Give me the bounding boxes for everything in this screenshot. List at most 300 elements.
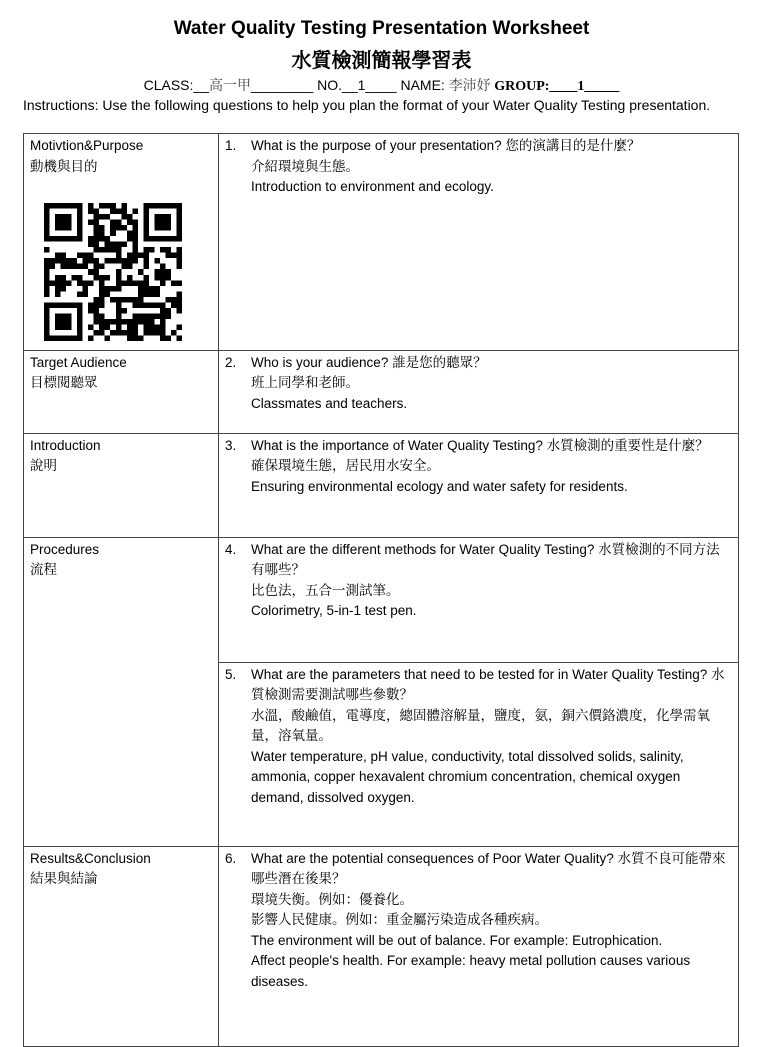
qr-module — [44, 269, 50, 275]
qr-module — [132, 220, 138, 226]
qr-module — [132, 247, 138, 253]
name-value: 李沛妤 — [448, 78, 491, 94]
qr-module — [132, 319, 138, 325]
qr-module — [105, 286, 111, 292]
qr-module — [171, 253, 177, 259]
section-label-en: Procedures — [30, 541, 100, 557]
qr-module — [99, 231, 105, 237]
qr-module — [77, 264, 83, 270]
qr-module — [121, 308, 127, 314]
qr-module — [110, 203, 116, 209]
qr-module — [171, 280, 177, 286]
qr-module — [110, 286, 116, 292]
answer-zh: 環境失衡。例如：優養化。 — [251, 891, 413, 908]
class-value: 高一甲 — [208, 78, 251, 94]
qr-module — [110, 209, 116, 215]
question-number: 2. — [225, 354, 237, 370]
qr-module — [154, 275, 160, 281]
qr-module — [66, 280, 72, 286]
qr-module — [160, 275, 166, 281]
qr-module — [94, 319, 100, 325]
qr-module — [99, 286, 105, 292]
section-cell — [24, 433, 219, 537]
qr-module — [127, 275, 133, 281]
no-tail: ____ — [365, 77, 401, 93]
qr-module — [127, 214, 133, 220]
qr-module — [149, 291, 155, 297]
qr-module — [88, 236, 94, 242]
qr-module — [143, 247, 149, 253]
qr-module — [176, 324, 182, 330]
qr-module — [94, 220, 100, 226]
qr-module — [99, 280, 105, 286]
qr-module — [110, 242, 116, 248]
qr-module — [116, 269, 122, 275]
qr-module — [138, 253, 144, 259]
qr-module — [132, 313, 138, 319]
qr-module — [143, 330, 149, 336]
instructions: Instructions: Use the following questions to help you plan the format of your Water Quality Testing presentation. — [23, 97, 711, 113]
qr-module — [160, 264, 166, 270]
qr-module — [138, 280, 144, 286]
question-cell — [219, 537, 739, 662]
section-label-zh: 目標閱聽眾 — [30, 375, 98, 391]
qr-module — [149, 330, 155, 336]
section-label-en: Target Audience — [30, 354, 127, 370]
qr-module — [171, 330, 177, 336]
qr-module — [61, 275, 67, 281]
qr-module — [127, 264, 133, 270]
table-row — [24, 134, 739, 351]
qr-module — [176, 247, 182, 253]
qr-module — [165, 297, 171, 303]
qr-module — [149, 319, 155, 325]
table-row — [24, 846, 739, 1046]
qr-module — [50, 280, 56, 286]
qr-module — [94, 242, 100, 248]
qr-module — [105, 324, 111, 330]
qr-module — [138, 335, 144, 341]
qr-module — [88, 220, 94, 226]
answer-zh: 介紹環境與生態。 — [251, 158, 359, 175]
question-text: What are the parameters that need to be tested for in Water Quality Testing? 水質檢測需要測試哪些參數？ — [251, 666, 725, 702]
qr-module — [121, 209, 127, 215]
qr-module — [165, 275, 171, 281]
answer-en: Introduction to environment and ecology. — [251, 179, 494, 194]
qr-module — [99, 302, 105, 308]
qr-module — [121, 319, 127, 325]
qr-module — [88, 280, 94, 286]
qr-module — [160, 330, 166, 336]
qr-module — [127, 335, 133, 341]
qr-module — [160, 280, 166, 286]
worksheet-title-en: Water Quality Testing Presentation Worksheet — [173, 18, 590, 39]
qr-module — [138, 319, 144, 325]
qr-module — [121, 214, 127, 220]
qr-module — [105, 335, 111, 341]
qr-module — [154, 258, 160, 264]
qr-module — [99, 214, 105, 220]
qr-module — [149, 247, 155, 253]
worksheet-title-zh: 水質檢測簡報學習表 — [291, 48, 472, 72]
answer-zh: 影響人民健康。例如：重金屬污染造成各種疾病。 — [251, 912, 548, 928]
question-number: 6. — [225, 850, 237, 866]
qr-module — [160, 247, 166, 253]
qr-module — [94, 264, 100, 270]
qr-module — [61, 280, 67, 286]
qr-module — [121, 258, 127, 264]
qr-module — [94, 214, 100, 220]
qr-module — [127, 258, 133, 264]
qr-module — [105, 242, 111, 248]
qr-module — [88, 253, 94, 259]
qr-module — [160, 313, 166, 319]
qr-module — [138, 286, 144, 292]
answer-en: Classmates and teachers. — [251, 395, 408, 411]
qr-module — [116, 286, 122, 292]
qr-module — [66, 258, 72, 264]
qr-module — [88, 302, 94, 308]
qr-module — [143, 324, 149, 330]
qr-module — [99, 291, 105, 297]
qr-module — [154, 291, 160, 297]
qr-module — [165, 247, 171, 253]
qr-module — [83, 264, 89, 270]
qr-module — [110, 231, 116, 237]
qr-module — [116, 220, 122, 226]
qr-module — [160, 269, 166, 275]
section-cell — [24, 350, 219, 433]
qr-module — [88, 258, 94, 264]
qr-module — [105, 258, 111, 264]
qr-module — [94, 313, 100, 319]
qr-module — [127, 236, 133, 242]
qr-module — [132, 335, 138, 341]
no-label: NO.__ — [313, 77, 358, 93]
qr-module — [160, 302, 166, 308]
qr-module — [176, 335, 182, 341]
no-value: 1 — [357, 77, 366, 93]
question-number: 3. — [225, 437, 237, 453]
qr-module — [61, 286, 67, 292]
qr-module — [132, 330, 138, 336]
answer-zh: 水溫，酸鹼值，電導度，總固體溶解量，鹽度，氨，銅六價鉻濃度，化學需氧量，溶氧量。 — [251, 707, 710, 744]
qr-module — [176, 291, 182, 297]
qr-module — [44, 258, 50, 264]
qr-module — [160, 308, 166, 314]
qr-module — [121, 264, 127, 270]
section-cell — [24, 846, 219, 1046]
qr-module — [176, 264, 182, 270]
question-number: 4. — [225, 541, 237, 557]
qr-module — [77, 253, 83, 259]
qr-module — [88, 242, 94, 248]
section-cell — [24, 537, 219, 846]
qr-module — [99, 330, 105, 336]
qr-module — [55, 280, 61, 286]
section-label-zh: 結果與結論 — [30, 871, 98, 887]
qr-module — [94, 330, 100, 336]
qr-module — [110, 220, 116, 226]
qr-module — [143, 275, 149, 281]
section-label-en: Motivtion&Purpose — [30, 138, 144, 153]
name-label: NAME: — [400, 77, 449, 93]
qr-module — [99, 313, 105, 319]
section-label-zh: 動機與目的 — [30, 158, 98, 175]
qr-module — [105, 319, 111, 325]
qr-module — [94, 269, 100, 275]
qr-module — [99, 319, 105, 325]
qr-module — [110, 247, 116, 253]
qr-module — [171, 302, 177, 308]
qr-module — [121, 242, 127, 248]
qr-code-image[interactable] — [44, 203, 182, 341]
qr-module — [143, 264, 149, 270]
qr-module — [138, 269, 144, 275]
class-label: CLASS:__ — [143, 77, 209, 93]
answer-en: Colorimetry, 5-in-1 test pen. — [251, 603, 417, 618]
qr-module — [165, 269, 171, 275]
section-label-zh: 流程 — [30, 562, 57, 578]
qr-module — [116, 247, 122, 253]
qr-module — [160, 324, 166, 330]
qr-module — [88, 324, 94, 330]
qr-module — [105, 236, 111, 242]
qr-module — [143, 291, 149, 297]
qr-module — [105, 203, 111, 209]
question-number: 5. — [225, 666, 237, 682]
answer-en: Affect people's health. For example: heavy metal pollution causes various diseases. — [251, 953, 691, 989]
qr-module — [116, 225, 122, 231]
qr-module — [154, 313, 160, 319]
qr-module — [165, 308, 171, 314]
qr-module — [44, 247, 50, 253]
qr-module — [99, 297, 105, 303]
qr-module — [121, 330, 127, 336]
qr-module — [116, 275, 122, 281]
qr-module — [154, 286, 160, 292]
qr-module — [138, 297, 144, 303]
section-cell — [24, 134, 219, 351]
qr-module — [110, 297, 116, 303]
qr-module — [88, 308, 94, 314]
qr-module — [94, 236, 100, 242]
question-number: 1. — [225, 138, 237, 153]
qr-module — [94, 275, 100, 281]
answer-zh: 班上同學和老師。 — [251, 375, 359, 391]
answer-en: Water temperature, pH value, conductivity, total dissolved solids, salinity, ammonia, copper hexavalent chromium concentration, chemical oxygen demand, dissolved oxygen. — [251, 748, 684, 805]
qr-module — [143, 319, 149, 325]
qr-module — [127, 324, 133, 330]
qr-module — [94, 225, 100, 231]
qr-module — [99, 324, 105, 330]
qr-module — [154, 330, 160, 336]
qr-module — [44, 264, 50, 270]
qr-module — [149, 313, 155, 319]
qr-module — [94, 308, 100, 314]
qr-module — [94, 258, 100, 264]
qr-module — [160, 335, 166, 341]
qr-module — [143, 258, 149, 264]
group-tail: _____ — [584, 79, 620, 94]
qr-module — [55, 286, 61, 292]
qr-module — [105, 247, 111, 253]
qr-module — [154, 302, 160, 308]
qr-module — [99, 203, 105, 209]
class-tail: ________ — [250, 77, 314, 93]
qr-module — [143, 280, 149, 286]
qr-module — [99, 275, 105, 281]
qr-module — [149, 302, 155, 308]
qr-module — [132, 302, 138, 308]
qr-module — [116, 258, 122, 264]
qr-module — [66, 264, 72, 270]
qr-module — [121, 225, 127, 231]
qr-module — [143, 253, 149, 259]
qr-module — [44, 286, 50, 292]
qr-module — [132, 225, 138, 231]
qr-module — [176, 297, 182, 303]
qr-module — [154, 269, 160, 275]
qr-module — [149, 324, 155, 330]
qr-module — [149, 286, 155, 292]
qr-module — [77, 280, 83, 286]
qr-module — [116, 313, 122, 319]
qr-module — [116, 302, 122, 308]
qr-module — [127, 220, 133, 226]
qr-module — [94, 302, 100, 308]
qr-module — [44, 291, 50, 297]
qr-module — [116, 297, 122, 303]
qr-module — [143, 302, 149, 308]
question-text: Who is your audience? 誰是您的聽眾？ — [251, 354, 487, 370]
question-cell — [219, 350, 739, 433]
qr-module — [132, 297, 138, 303]
answer-en: The environment will be out of balance. For example: Eutrophication. — [251, 932, 663, 948]
question-cell — [219, 846, 739, 1046]
qr-module — [132, 253, 138, 259]
qr-module — [88, 335, 94, 341]
table-row — [24, 537, 739, 662]
qr-module — [132, 209, 138, 215]
qr-module — [176, 258, 182, 264]
question-cell — [219, 662, 739, 846]
student-info-line — [0, 75, 763, 95]
qr-module — [176, 253, 182, 259]
question-cell — [219, 134, 739, 351]
qr-module — [55, 258, 61, 264]
qr-module — [61, 264, 67, 270]
qr-module — [72, 258, 78, 264]
section-label-en: Introduction — [30, 437, 101, 453]
qr-module — [94, 209, 100, 215]
qr-module — [55, 253, 61, 259]
qr-module — [77, 275, 83, 281]
question-cell — [219, 433, 739, 537]
qr-module — [99, 247, 105, 253]
group-label: GROUP:____ — [490, 79, 578, 94]
qr-module — [44, 280, 50, 286]
qr-module — [94, 247, 100, 253]
qr-finder-pattern — [55, 313, 72, 330]
qr-module — [110, 319, 116, 325]
qr-module — [61, 258, 67, 264]
table-row — [24, 433, 739, 537]
qr-module — [143, 286, 149, 292]
qr-module — [127, 253, 133, 259]
qr-module — [132, 231, 138, 237]
qr-module — [116, 308, 122, 314]
qr-module — [116, 253, 122, 259]
qr-module — [116, 324, 122, 330]
qr-module — [160, 319, 166, 325]
qr-module — [121, 297, 127, 303]
qr-module — [165, 313, 171, 319]
qr-module — [138, 291, 144, 297]
qr-module — [171, 297, 177, 303]
qr-module — [83, 253, 89, 259]
qr-module — [127, 297, 133, 303]
qr-module — [105, 291, 111, 297]
qr-module — [72, 275, 78, 281]
qr-module — [132, 242, 138, 248]
qr-module — [110, 225, 116, 231]
question-text: What are the potential consequences of Poor Water Quality? 水質不良可能帶來哪些潛在後果？ — [251, 850, 726, 886]
qr-module — [116, 242, 122, 248]
qr-module — [99, 225, 105, 231]
qr-module — [110, 330, 116, 336]
qr-finder-pattern — [55, 214, 72, 231]
qr-module — [127, 231, 133, 237]
answer-en: Ensuring environmental ecology and water safety for residents. — [251, 478, 628, 494]
qr-module — [116, 319, 122, 325]
qr-module — [143, 313, 149, 319]
qr-module — [55, 291, 61, 297]
qr-module — [110, 258, 116, 264]
qr-module — [116, 330, 122, 336]
qr-module — [105, 275, 111, 281]
section-label-en: Results&Conclusion — [30, 850, 151, 866]
qr-module — [99, 236, 105, 242]
qr-module — [83, 280, 89, 286]
qr-module — [77, 291, 83, 297]
qr-module — [88, 203, 94, 209]
qr-finder-pattern — [154, 214, 171, 231]
qr-module — [94, 231, 100, 237]
qr-module — [176, 280, 182, 286]
group-value: 1 — [577, 79, 585, 94]
qr-module — [88, 209, 94, 215]
qr-module — [116, 209, 122, 215]
qr-module — [94, 297, 100, 303]
answer-zh: 確保環境生態，居民用水安全。 — [251, 458, 440, 474]
qr-module — [121, 203, 127, 209]
qr-module — [61, 253, 67, 259]
qr-module — [116, 280, 122, 286]
question-text: What are the different methods for Water Quality Testing? 水質檢測的不同方法有哪些？ — [251, 541, 720, 577]
qr-module — [50, 258, 56, 264]
qr-module — [127, 330, 133, 336]
qr-module — [105, 214, 111, 220]
question-text: What is the purpose of your presentation? 您的演講目的是什麼？ — [251, 138, 641, 153]
qr-module — [121, 280, 127, 286]
qr-module — [132, 324, 138, 330]
qr-module — [176, 302, 182, 308]
qr-module — [55, 275, 61, 281]
qr-module — [99, 264, 105, 270]
qr-module — [44, 275, 50, 281]
qr-module — [165, 335, 171, 341]
